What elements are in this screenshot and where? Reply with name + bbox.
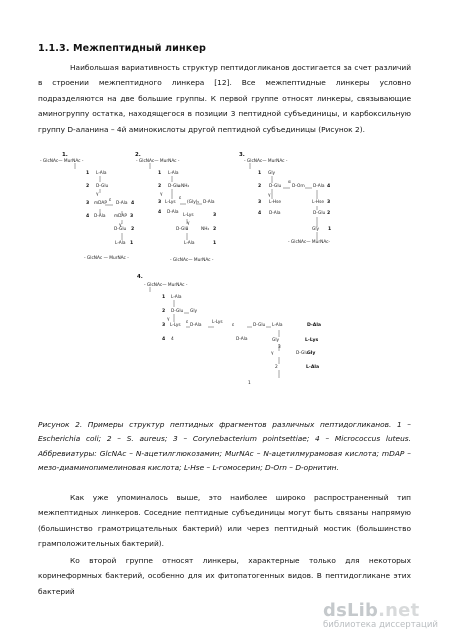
structure-panel-2 bbox=[135, 152, 216, 263]
residue-label: D-Glu bbox=[313, 211, 326, 216]
residue-position-number: 4 bbox=[327, 184, 331, 189]
residue-label: - GlcNAc— MurNAc - bbox=[244, 159, 288, 164]
residue-label: ε bbox=[186, 320, 189, 325]
residue-label: D-Ala bbox=[203, 200, 215, 205]
residue-position-number: 3 bbox=[258, 200, 262, 205]
figure-caption: Рисунок 2. Примеры структур пептидных фрагментов различных пептидогликанов. 1 – Escherichia coli; 2 – S. aureus; 3 – Corynebacterium pointsettiae; 4 – Micrococcus luteus. Аббревиатуры: GlcNAc – N-ацетилглюкозамин; MurNAc – N-ацетилмурамовая кислота; mDAP – мезо-диаминопимелиновая кислота; L-Hse – L-гомосерин; D-Orn – D-орнитин. bbox=[38, 420, 411, 472]
residue-label: L-Ala bbox=[272, 323, 283, 328]
panel-number-label: 2. bbox=[135, 152, 141, 158]
residue-label: 4 bbox=[171, 337, 174, 342]
residue-position-number: 4 bbox=[258, 211, 262, 216]
residue-label: L-Hse bbox=[269, 200, 281, 205]
residue-label: 3 bbox=[278, 345, 281, 350]
panel-number-label: 3. bbox=[239, 152, 245, 158]
residue-label: γ bbox=[160, 192, 163, 197]
residue-label: γ bbox=[96, 192, 99, 197]
residue-label: L-Hse bbox=[312, 200, 324, 205]
residue-position-number: 3 bbox=[327, 200, 331, 205]
site-watermark bbox=[323, 602, 438, 631]
residue-position-number: L-Lys bbox=[305, 338, 319, 343]
residue-label: - GlcNAc— MurNAc - bbox=[136, 159, 180, 164]
residue-label: L-Ala bbox=[171, 295, 182, 300]
residue-position-number: L-Ala bbox=[306, 365, 320, 370]
residue-label: D-Glu bbox=[296, 351, 309, 356]
residue-position-number: Gly bbox=[307, 351, 316, 356]
residue-position-number: 1 bbox=[213, 241, 217, 246]
residue-label: γ bbox=[119, 223, 122, 228]
residue-position-number: 3 bbox=[162, 323, 166, 328]
structure-panel-4 bbox=[137, 274, 321, 386]
residue-position-number: 1 bbox=[130, 241, 134, 246]
residue-label: D-Glu bbox=[269, 184, 282, 189]
residue-position-number: 3 bbox=[158, 200, 162, 205]
residue-position-number: 2 bbox=[327, 211, 331, 216]
residue-position-number: 1 bbox=[328, 227, 332, 232]
residue-label: (Gly)₅ bbox=[187, 200, 200, 205]
residue-position-number: 3 bbox=[213, 213, 217, 218]
residue-label: L-Lys bbox=[183, 213, 194, 218]
residue-label: L-Ala bbox=[168, 171, 179, 176]
residue-label: α bbox=[288, 180, 291, 185]
residue-label: Gly bbox=[190, 309, 198, 314]
residue-label: Gly bbox=[272, 338, 280, 343]
residue-position-number: 1 bbox=[258, 171, 262, 176]
residue-label: ε bbox=[109, 198, 112, 203]
residue-label: - GlcNAc— MurNAc - bbox=[40, 159, 84, 164]
residue-label: γ bbox=[187, 221, 190, 226]
watermark-subtitle: библиотека диссертаций bbox=[322, 620, 438, 630]
residue-label: D-Glu bbox=[171, 309, 184, 314]
paragraph-linkers: Как уже упоминалось выше, это наиболее широко распространенный тип межпептидных линкеров. Соседние пептидные субъединицы могут быть связаны напрямую (большинство грамотрицательных бактерий) или через пептидный мостик (большинство грамположительных бактерий). bbox=[38, 493, 411, 549]
panel-number-label: 4. bbox=[137, 274, 143, 280]
residue-label: - GlcNAc— MurNAc- bbox=[288, 240, 331, 245]
residue-position-number: 1 bbox=[86, 171, 90, 176]
residue-label: D-Glu bbox=[253, 323, 266, 328]
section-heading: 1.1.3. Межпептидный линкер bbox=[38, 43, 206, 54]
residue-position-number: 3 bbox=[86, 201, 90, 206]
residue-label: 1 bbox=[248, 381, 251, 386]
residue-label: γ bbox=[271, 351, 274, 356]
residue-label: L-Lys bbox=[165, 200, 176, 205]
residue-label: mDAP bbox=[94, 201, 107, 206]
panel-number-label: 1. bbox=[62, 152, 68, 158]
paragraph-second-group: Ко второй группе относят линкеры, характерные только для некоторых коринеформных бактерий, особенно для их фитопатогенных видов. В пептидогликане этих бактерий bbox=[38, 556, 411, 596]
residue-label: L-Lys bbox=[212, 320, 223, 325]
residue-position-number: 4 bbox=[162, 337, 166, 342]
paragraph-intro: Наибольшая вариативность структур пептидогликанов достигается за счет различий в строении межпептидного линкера [12]. Все межпептидные линкеры условно подразделяются на две большие группы. К первой группе относят линкеры, связывающие аминогруппу остатка, находящегося в позиции 3 пептидной субъединицы, и карбоксильную группу D-аланина – 4й аминокислоты другой пептидной субъединицы (Рисунок 2). bbox=[38, 63, 411, 134]
residue-position-number: 4 bbox=[131, 201, 135, 206]
residue-label: D-Glu bbox=[114, 227, 127, 232]
residue-label: D-Ala bbox=[94, 214, 106, 219]
residue-label: Gly bbox=[312, 227, 320, 232]
residue-label: L-Ala bbox=[96, 171, 107, 176]
residue-label: L-Ala bbox=[184, 241, 195, 246]
residue-label: - GlcNAc— MurNAc - bbox=[170, 258, 214, 263]
residue-position-number: 2 bbox=[213, 227, 217, 232]
residue-position-number: 2 bbox=[258, 184, 262, 189]
residue-position-number: 2 bbox=[86, 184, 90, 189]
residue-position-number: 2 bbox=[158, 184, 162, 189]
residue-label: D-Orn bbox=[292, 184, 305, 189]
residue-position-number: 1 bbox=[158, 171, 162, 176]
residue-position-number: D-Ala bbox=[307, 323, 322, 328]
watermark-logo: dsLib.net bbox=[322, 600, 420, 621]
residue-label: D-Ala bbox=[313, 184, 325, 189]
residue-label: L-Ala bbox=[115, 241, 126, 246]
residue-position-number: 4 bbox=[86, 214, 90, 219]
structure-panel-1 bbox=[40, 152, 134, 261]
residue-label: Gly bbox=[268, 171, 276, 176]
residue-label: D-Ala bbox=[236, 337, 248, 342]
residue-position-number: 2 bbox=[131, 227, 135, 232]
residue-label: D-Ala bbox=[269, 211, 281, 216]
residue-label: ε bbox=[232, 323, 235, 328]
residue-label: - GlcNAc— MurNAc - bbox=[144, 283, 188, 288]
residue-label: D-Ala bbox=[167, 210, 179, 215]
residue-position-number: 4 bbox=[158, 210, 162, 215]
residue-label: NH₂ bbox=[181, 184, 190, 189]
residue-position-number: 2 bbox=[162, 309, 166, 314]
residue-label: NH₂ bbox=[201, 227, 210, 232]
residue-label: ε bbox=[179, 196, 182, 201]
residue-position-number: 1 bbox=[162, 295, 166, 300]
structure-panel-3 bbox=[239, 152, 331, 245]
residue-label: D-Glu bbox=[176, 227, 189, 232]
residue-label: - GlcNAc — MurNAc - bbox=[84, 256, 129, 261]
residue-label: mDAP bbox=[114, 214, 127, 219]
residue-label: D-Glu bbox=[168, 184, 181, 189]
residue-label: D-Ala bbox=[116, 201, 128, 206]
residue-label: D-Ala bbox=[190, 323, 202, 328]
residue-label: γ bbox=[167, 317, 170, 322]
residue-label: L-Lys bbox=[170, 323, 181, 328]
residue-position-number: 3 bbox=[130, 214, 134, 219]
residue-label: γ bbox=[268, 193, 271, 198]
residue-label: 2 bbox=[275, 365, 278, 370]
residue-label: D-Glu bbox=[96, 184, 109, 189]
